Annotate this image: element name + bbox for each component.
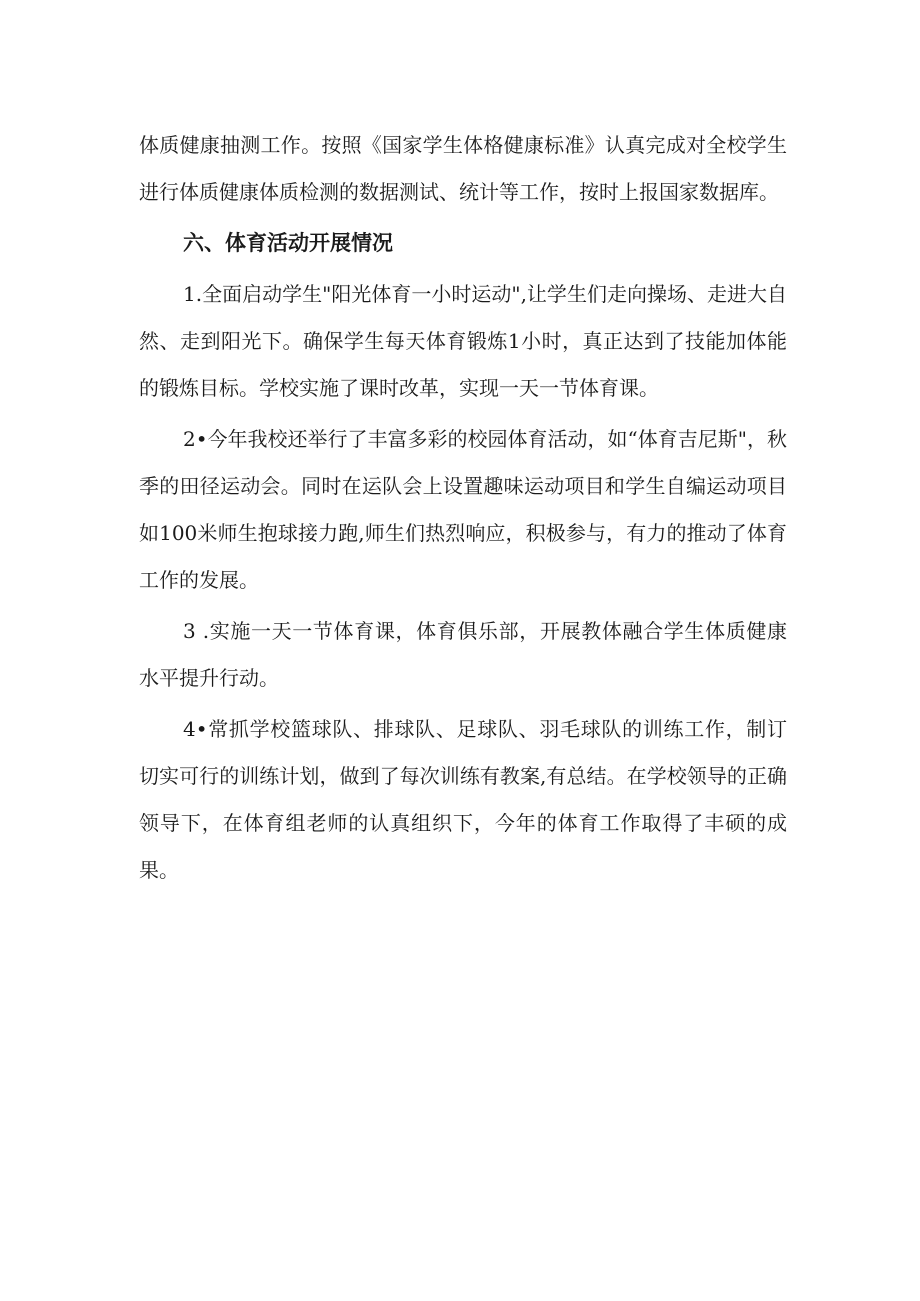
list-item-2: 2•今年我校还举行了丰富多彩的校园体育活动，如“体育吉尼斯"，秋季的田径运动会。同时在运队会上设置趣味运动项目和学生自编运动项目如100米师生抱球接力跑,师生们热烈响应，积极参与，有力的推动了体育工作的发展。 [139, 427, 787, 592]
document-body [139, 122, 787, 894]
intro-paragraph: 体质健康抽测工作。按照《国家学生体格健康标准》认真完成对全校学生进行体质健康体质检测的数据测试、统计等工作，按时上报国家数据库。 [139, 133, 787, 204]
list-item-3: 3 .实施一天一节体育课，体育俱乐部，开展教体融合学生体质健康水平提升行动。 [139, 619, 787, 690]
list-item-1: 1.全面启动学生"阳光体育一小时运动",让学生们走向操场、走进大自然、走到阳光下。确保学生每天体育锻炼1小时，真正达到了技能加体能的锻炼目标。学校实施了课时改革，实现一天一节体育课。 [139, 282, 787, 400]
section-heading: 六、体育活动开展情况 [183, 231, 393, 255]
list-item-4: 4•常抓学校篮球队、排球队、足球队、羽毛球队的训练工作，制订切实可行的训练计划，做到了每次训练有教案,有总结。在学校领导的正确领导下，在体育组老师的认真组织下，今年的体育工作取得了丰硕的成果。 [139, 717, 787, 882]
